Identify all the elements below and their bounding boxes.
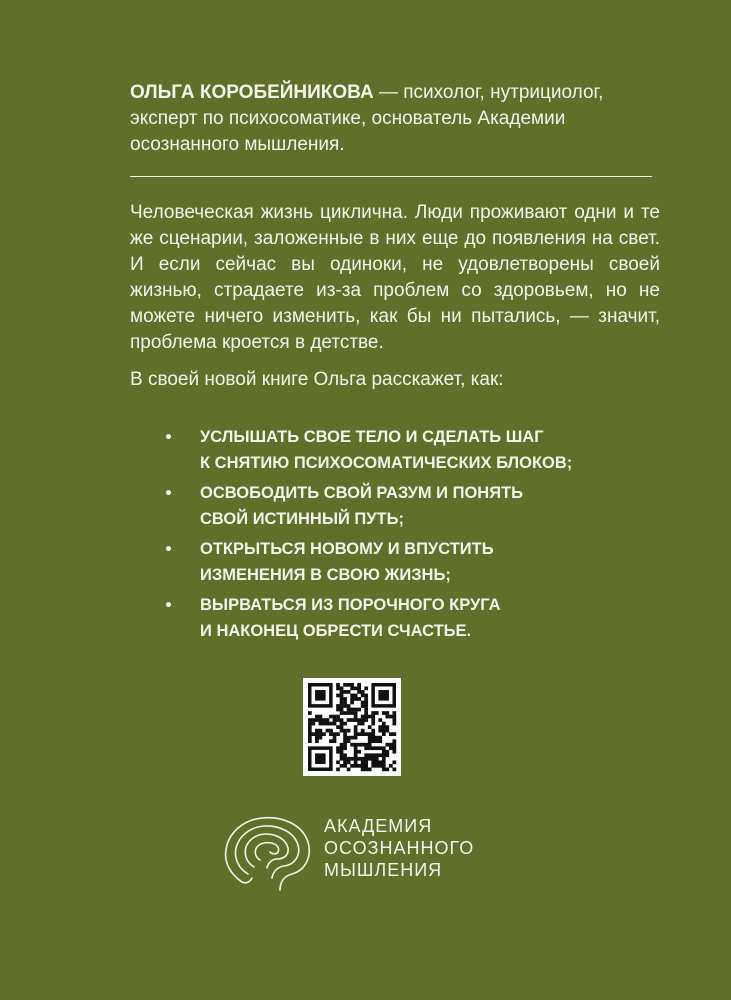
list-item <box>165 536 645 588</box>
list-item <box>165 424 645 476</box>
author-bio <box>130 80 660 158</box>
bullet-dot-icon <box>166 490 171 495</box>
list-item-line: ОСВОБОДИТЬ СВОЙ РАЗУМ И ПОНЯТЬ <box>200 484 524 502</box>
list-item <box>165 592 645 644</box>
bullet-dot-icon <box>166 546 171 551</box>
list-item-line: ИЗМЕНЕНИЯ В СВОЮ ЖИЗНЬ; <box>200 566 451 584</box>
divider <box>130 176 652 177</box>
list-item-line: И НАКОНЕЦ ОБРЕСТИ СЧАСТЬЕ. <box>200 622 472 640</box>
list-item-line: ОТКРЫТЬСЯ НОВОМУ И ВПУСТИТЬ <box>200 540 494 558</box>
logo-line: АКАДЕМИЯ <box>324 816 433 836</box>
list-item-line: УСЛЫШАТЬ СВОЕ ТЕЛО И СДЕЛАТЬ ШАГ <box>200 428 544 446</box>
author-name: ОЛЬГА КОРОБЕЙНИКОВА <box>130 82 374 103</box>
brain-icon <box>222 812 312 894</box>
logo-line: МЫШЛЕНИЯ <box>324 860 443 880</box>
academy-logo-text <box>324 815 474 881</box>
bullet-dot-icon <box>166 434 171 439</box>
bullet-dot-icon <box>166 602 171 607</box>
qr-code-icon[interactable] <box>303 678 401 776</box>
author-bio-text: — психолог, нутрициолог, эксперт по психосоматике, основатель Академии осознанного мышления. <box>130 82 604 155</box>
benefits-list <box>165 424 645 648</box>
logo-line: ОСОЗНАННОГО <box>324 838 475 858</box>
list-item <box>165 480 645 532</box>
list-item-line: СВОЙ ИСТИННЫЙ ПУТЬ; <box>200 510 404 528</box>
qr-code-graphic <box>303 678 401 776</box>
book-description: Человеческая жизнь циклична. Люди проживают одни и те же сценарии, заложенные в них еще до появления на свет. И если сейчас вы одиноки, не удовлетворены своей жизнью, страдаете из-за проблем со здоровьем, но не можете ничего изменить, как бы ни пытались, — значит, проблема кроется в детстве. <box>130 202 660 353</box>
list-item-line: К СНЯТИЮ ПСИХОСОМАТИЧЕСКИХ БЛОКОВ; <box>200 454 573 472</box>
list-item-line: ВЫРВАТЬСЯ ИЗ ПОРОЧНОГО КРУГА <box>200 596 501 614</box>
list-lead: В своей новой книге Ольга расскажет, как: <box>130 369 504 390</box>
